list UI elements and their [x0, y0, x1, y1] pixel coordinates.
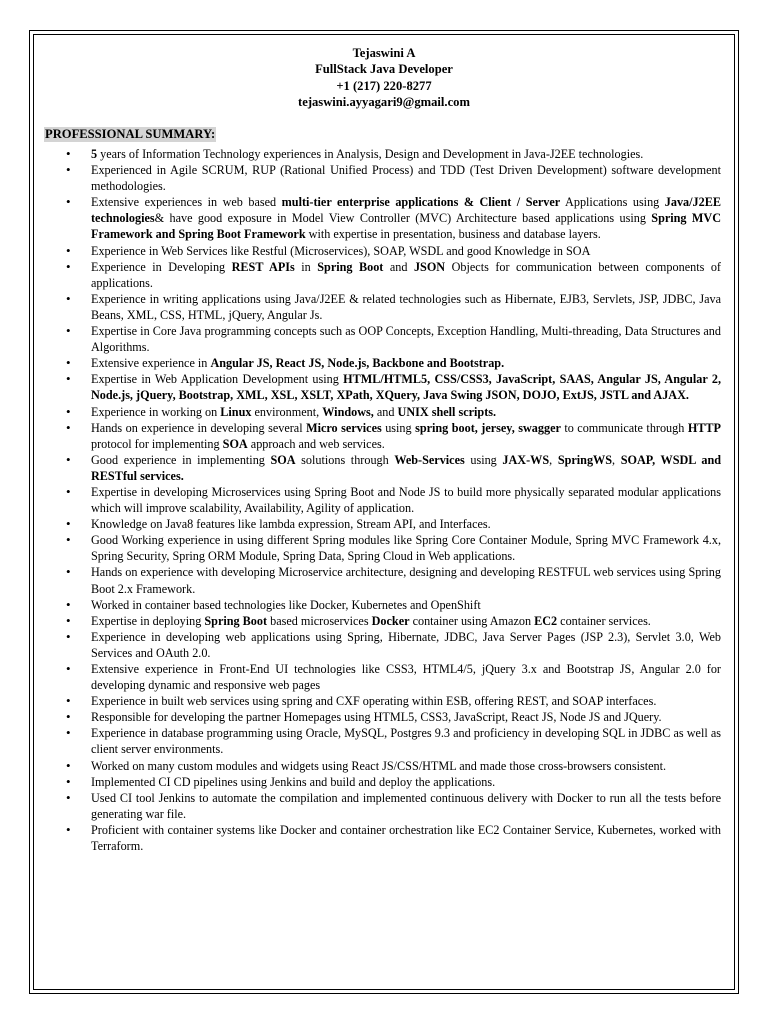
text: using [381, 420, 416, 435]
bold-text: SOA [222, 436, 248, 451]
bold-text: SpringWS [557, 452, 613, 467]
summary-list-item [91, 693, 721, 709]
summary-list-item [91, 516, 721, 532]
text: protocol for implementing [91, 436, 223, 451]
summary-list-item [91, 822, 721, 854]
text: and [383, 259, 414, 274]
text: Experience in working on [91, 404, 221, 419]
text: Responsible for developing the partner Homepages using HTML5, CSS3, JavaScript, React JS, Node JS and JQuery. [91, 710, 662, 725]
summary-list-item [91, 725, 721, 757]
text: in [294, 259, 318, 274]
summary-list-item [91, 629, 721, 661]
bold-text: Micro services [306, 420, 382, 435]
text: Applications using [560, 195, 665, 210]
text: Proficient with container systems like Docker and container orchestration like EC2 Container Service, Kubernetes, worked with Terraform. [91, 822, 721, 854]
summary-list-item [91, 564, 721, 596]
text: Extensive experiences in web based [91, 195, 282, 210]
bold-text: UNIX shell scripts. [397, 404, 497, 419]
text: based microservices [267, 613, 372, 628]
text: , [549, 452, 558, 467]
summary-list-item [91, 532, 721, 564]
text: with expertise in presentation, business and database layers. [305, 227, 601, 242]
summary-list-item [91, 355, 721, 371]
text: Experience in database programming using Oracle, MySQL, Postgres 9.3 and proficiency in developing SQL in JDBC as well as client server environments. [91, 726, 721, 757]
text: Extensive experience in Front-End UI technologies like CSS3, HTML4/5, jQuery 3.x and Bootstrap JS, Angular 2.0 for developing dynamic and responsive web pages [91, 662, 721, 693]
summary-list-item [91, 243, 721, 259]
text: & have good exposure in Model View Controller (MVC) Architecture based applications using [154, 211, 652, 226]
text: to communicate through [560, 420, 688, 435]
bold-text: HTML/HTML5, CSS/CSS3, JavaScript, SAAS, Angular JS, Angular 2, Node.js, jQuery, Bootstrap, XML, XSL, XSLT, XPath, XQuery, Java Swing JSON, DOJO, ExtJS, JSTL and AJAX. [91, 372, 721, 403]
text: Hands on experience in developing several [91, 420, 307, 435]
text: Good Working experience in using different Spring modules like Spring Core Container Module, Spring MVC Framework 4.x, Spring Security, Spring ORM Module, Spring Data, Spring Cloud in Web applications. [91, 533, 721, 564]
candidate-phone: +1 (217) 220-8277 [336, 78, 432, 93]
summary-list-item [91, 774, 721, 790]
summary-list-item [91, 259, 721, 291]
summary-list-item [91, 758, 721, 774]
bold-text: Spring MVC Framework and Spring Boot Framework [91, 211, 721, 242]
text: Used CI tool Jenkins to automate the compilation and implemented continuous delivery with Docker to run all the tests before generating war file. [91, 790, 721, 821]
text: solutions through [295, 452, 395, 467]
resume-header [0, 45, 768, 111]
text: Experience in writing applications using Java/J2EE & related technologies such as Hibernate, EJB3, Servlets, JSP, JDBC, Java Beans, XML, CSS, HTML, jQuery, Angular Js. [91, 291, 721, 322]
bold-text: 5 [91, 147, 98, 161]
text: approach and web services. [247, 436, 385, 451]
summary-list-item [91, 291, 721, 323]
text: container using Amazon [409, 613, 535, 628]
text: Expertise in Web Application Development using [91, 372, 344, 387]
text: Experience in Web Services like Restful (Microservices), SOAP, WSDL and good Knowledge in SOA [91, 243, 591, 258]
summary-list-item [91, 194, 721, 242]
bold-text: Web-Services [394, 452, 465, 467]
text: Experienced in Agile SCRUM, RUP (Rational Unified Process) and TDD (Test Driven Development) software development methodologies. [91, 163, 721, 194]
bold-text: Docker [371, 613, 410, 628]
bold-text: Windows, [322, 404, 374, 419]
text: Objects for communication between components of applications. [91, 259, 721, 290]
bold-text: JAX-WS [502, 452, 550, 467]
text: , [612, 452, 621, 467]
text: Worked on many custom modules and widgets using React JS/CSS/HTML and made those cross-browsers consistent. [91, 758, 667, 773]
summary-list-item [91, 661, 721, 693]
text: and [373, 404, 398, 419]
bold-text: Angular JS, React JS, Node.js, Backbone and Bootstrap. [210, 356, 505, 371]
summary-list-item [91, 484, 721, 516]
text: Hands on experience with developing Microservice architecture, designing and developing RESTFUL web services using Spring Boot 2.x Framework. [91, 565, 721, 596]
text: Expertise in Core Java programming concepts such as OOP Concepts, Exception Handling, Multi-threading, Data Structures and Algorithms. [91, 324, 721, 355]
summary-list-item [91, 452, 721, 484]
bold-text: Java/J2EE technologies [91, 195, 721, 226]
text: Expertise in developing Microservices using Spring Boot and Node JS to build more physically separated modular applications which will improve scalability, Availability, Agility of application. [91, 484, 721, 516]
text: Expertise in deploying [91, 613, 205, 628]
bold-text: Spring Boot [204, 613, 268, 628]
summary-list-item [91, 404, 721, 420]
text: environment, [251, 404, 323, 419]
bold-text: multi-tier enterprise applications & Client / Server [281, 195, 561, 210]
bold-text: SOA [270, 452, 296, 467]
bold-text: Linux [220, 404, 252, 419]
text: Knowledge on Java8 features like lambda expression, Stream API, and Interfaces. [91, 517, 491, 532]
section-title-professional-summary: PROFESSIONAL SUMMARY: [45, 127, 216, 141]
text: Good experience in implementing [91, 452, 271, 467]
text: Experience in built web services using spring and CXF operating within ESB, offering REST, and SOAP interfaces. [91, 694, 657, 709]
text: Extensive experience in [91, 356, 211, 371]
bold-text: spring boot, jersey, swagger [415, 420, 561, 435]
summary-list-item [91, 420, 721, 452]
text: Experience in Developing [91, 259, 232, 274]
summary-list-item [91, 323, 721, 355]
summary-list-item [91, 613, 721, 629]
summary-list-item [91, 709, 721, 725]
text: Worked in container based technologies like Docker, Kubernetes and OpenShift [91, 597, 481, 612]
summary-list-item [91, 790, 721, 822]
text: using [464, 452, 503, 467]
candidate-name: Tejaswini A [352, 46, 416, 60]
text: years of Information Technology experiences in Analysis, Design and Development in Java-J2EE technologies. [97, 147, 644, 161]
candidate-email: tejaswini.ayyagari9@gmail.com [298, 95, 470, 110]
text: Implemented CI CD pipelines using Jenkins and build and deploy the applications. [91, 774, 496, 789]
text: container services. [557, 613, 651, 628]
bold-text: EC2 [534, 613, 558, 628]
summary-list-item [91, 162, 721, 194]
bold-text: JSON [413, 259, 446, 274]
summary-list-item [91, 597, 721, 613]
bold-text: HTTP [687, 420, 721, 435]
summary-list-item [91, 371, 721, 403]
bold-text: Spring Boot [317, 259, 384, 274]
candidate-title: FullStack Java Developer [315, 62, 453, 77]
bold-text: SOAP, WSDL and RESTful services. [91, 452, 722, 483]
text: Experience in developing web applications using Spring, Hibernate, JDBC, Java Server Pages (JSP 2.3), Servlet 3.0, Web Services and OAuth 2.0. [91, 629, 721, 660]
bold-text: REST APIs [231, 259, 295, 274]
summary-list-item [91, 146, 721, 162]
summary-list [91, 146, 721, 854]
